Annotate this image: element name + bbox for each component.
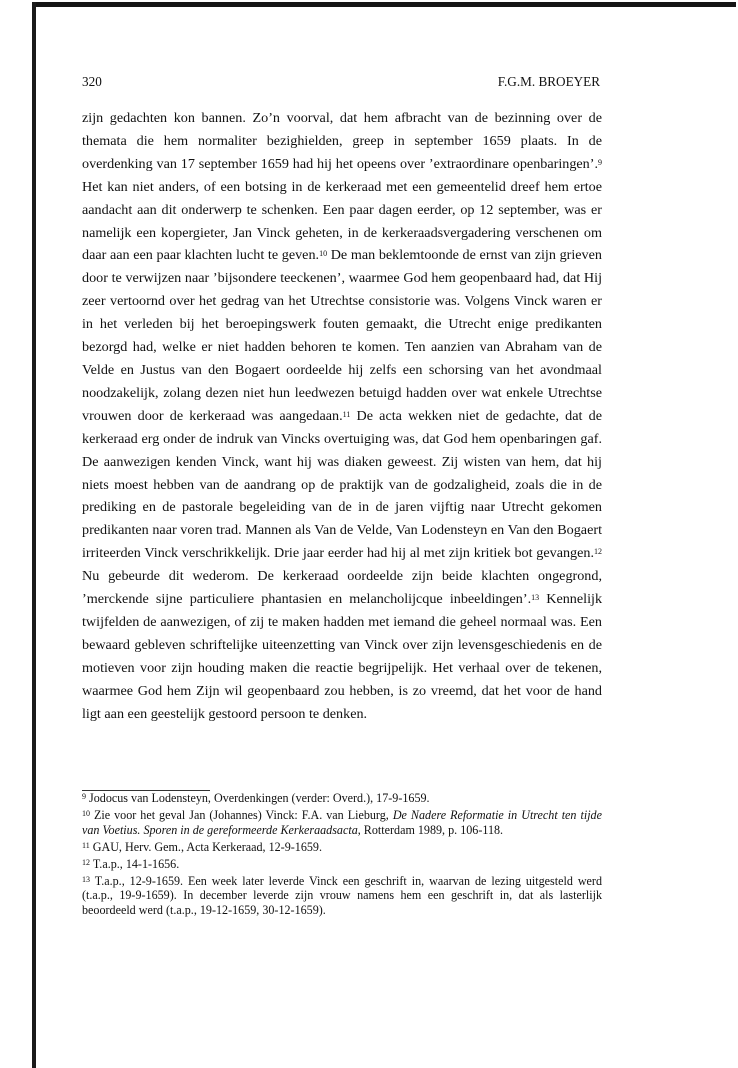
footnotes — [82, 791, 602, 920]
footnote — [82, 840, 602, 855]
footnote-number: 11 — [82, 840, 90, 850]
footnote-number: 12 — [82, 857, 90, 867]
footnote-ref: 9 — [598, 157, 602, 167]
body-segment: De man beklemtoonde de ernst van zijn grieven door te verwijzen naar ’bijsondere teeckenen’, waarmee God hem geopenbaard had, dat Hij zeer vertoornd over het gedrag van het Utrechtse consistorie was. Volgens Vinck waren er in het verleden bij het beroepingswerk fouten gemaakt, die Utrecht enige predikanten bezorgd had, welke er niet hadden behoren te komen. Ten aanzien van Abraham van de Velde en Justus van den Bogaert oordeelde hij zelfs een schorsing van het avondmaal noodzakelijk, zolang dezen niet hun leedwezen betuigd hadden over wat enkele Utrechtse vrouwen door de kerkeraad was aangedaan. — [82, 247, 602, 424]
running-title: F.G.M. BROEYER — [497, 74, 600, 89]
body-segment: Kennelijk twijfelden de aanwezigen, of zij te maken hadden met iemand die geheel normaal was. Een bewaard gebleven schriftelijke uiteenzetting van Vinck over zijn levensgeschiedenis en de motieven voor zijn houding maken die reactie begrijpelijk. Het verhaal over de tekenen, waarmee God hem Zijn wil geopenbaard zou hebben, is zo vreemd, dat het voor de hand ligt aan een geestelijk gestoord persoon te denken. — [82, 591, 603, 722]
body-paragraph — [82, 107, 602, 725]
body-segment: Het kan niet anders, of een botsing in de kerkeraad met een gemeentelid dreef hem ertoe aandacht aan dit onderwerp te schenken. Een paar dagen eerder, op 12 september, was er namelijk een kopergieter, Jan Vinck geheten, in de kerkeraadsvergadering verschenen om daar aan een paar klachten lucht te geven. — [82, 178, 602, 264]
footnote-ref: 10 — [319, 249, 328, 259]
footnote-text: T.a.p., 14-1-1656. — [92, 856, 180, 871]
footnote-title: De Nadere Reformatie in Utrecht ten tijde van Voetius. Sporen in de gereformeerde Kerkeraadsacta — [82, 808, 602, 837]
footnote-number: 13 — [82, 874, 90, 884]
body-segment: zijn gedachten kon bannen. Zo’n voorval, dat hem afbracht van de bezinning over de themata die hem normaliter bezighielden, greep in september 1659 plaats. In de overdenking van 17 september 1659 had hij het opeens over ’extraordinare openbaringen’. — [82, 110, 602, 172]
body-segment: De acta wekken niet de gedachte, dat de kerkeraad erg onder de indruk van Vincks overtuiging was, dat God hem openbaringen gaf. De aanwezigen kenden Vinck, want hij was diaken geweest. Zij wisten van hem, dat hij niets moest hebben van de aandrang op de praktijk van de godzaligheid, zoals die in de prediking en de pastorale begeleiding van de in de jaren vijftig naar Utrecht gekomen predikanten naar voren trad. Mannen als Van de Velde, Van Lodensteyn en Van den Bogaert irriteerden Vinck verschrikkelijk. Drie jaar eerder had hij al met zijn kritiek bot gevangen. — [82, 407, 602, 562]
footnote-ref: 12 — [594, 547, 602, 557]
footnote-text: GAU, Herv. Gem., Acta Kerkeraad, 12-9-1659. — [92, 839, 322, 854]
footnote-ref: 13 — [531, 593, 540, 603]
footnote — [82, 874, 602, 918]
body-text — [82, 107, 602, 725]
page-number: 320 — [82, 74, 102, 89]
footnote — [82, 857, 602, 872]
running-header — [82, 74, 600, 90]
footnote — [82, 791, 602, 806]
footnote-ref: 11 — [342, 409, 351, 419]
footnote-text: Zie voor het geval Jan (Johannes) Vinck: F.A. van Lieburg, — [94, 808, 393, 823]
footnote-text: T.a.p., 12-9-1659. Een week later leverde Vinck een geschrift in, waarvan de lezing uitgesteld werd (t.a.p., 19-9-1659). In december leverde zijn vrouw namens hem een geschrift in, dat als lasterlijk beoordeeld werd (t.a.p., 19-12-1659, 30-12-1659). — [82, 873, 602, 917]
footnote-number: 10 — [82, 809, 90, 819]
footnote-number: 9 — [82, 792, 86, 801]
body-segment: Nu gebeurde dit wederom. De kerkeraad oordeelde zijn beide klachten ongegrond, ’merckende sijne particuliere phantasien en melancholijcque inbeeldingen’. — [82, 568, 602, 608]
footnote — [82, 808, 602, 837]
footnote-text: , Rotterdam 1989, p. 106-118. — [357, 822, 504, 837]
footnote-text: Jodocus van Lodensteyn, Overdenkingen (verder: Overd.), 17-9-1659. — [89, 791, 430, 805]
